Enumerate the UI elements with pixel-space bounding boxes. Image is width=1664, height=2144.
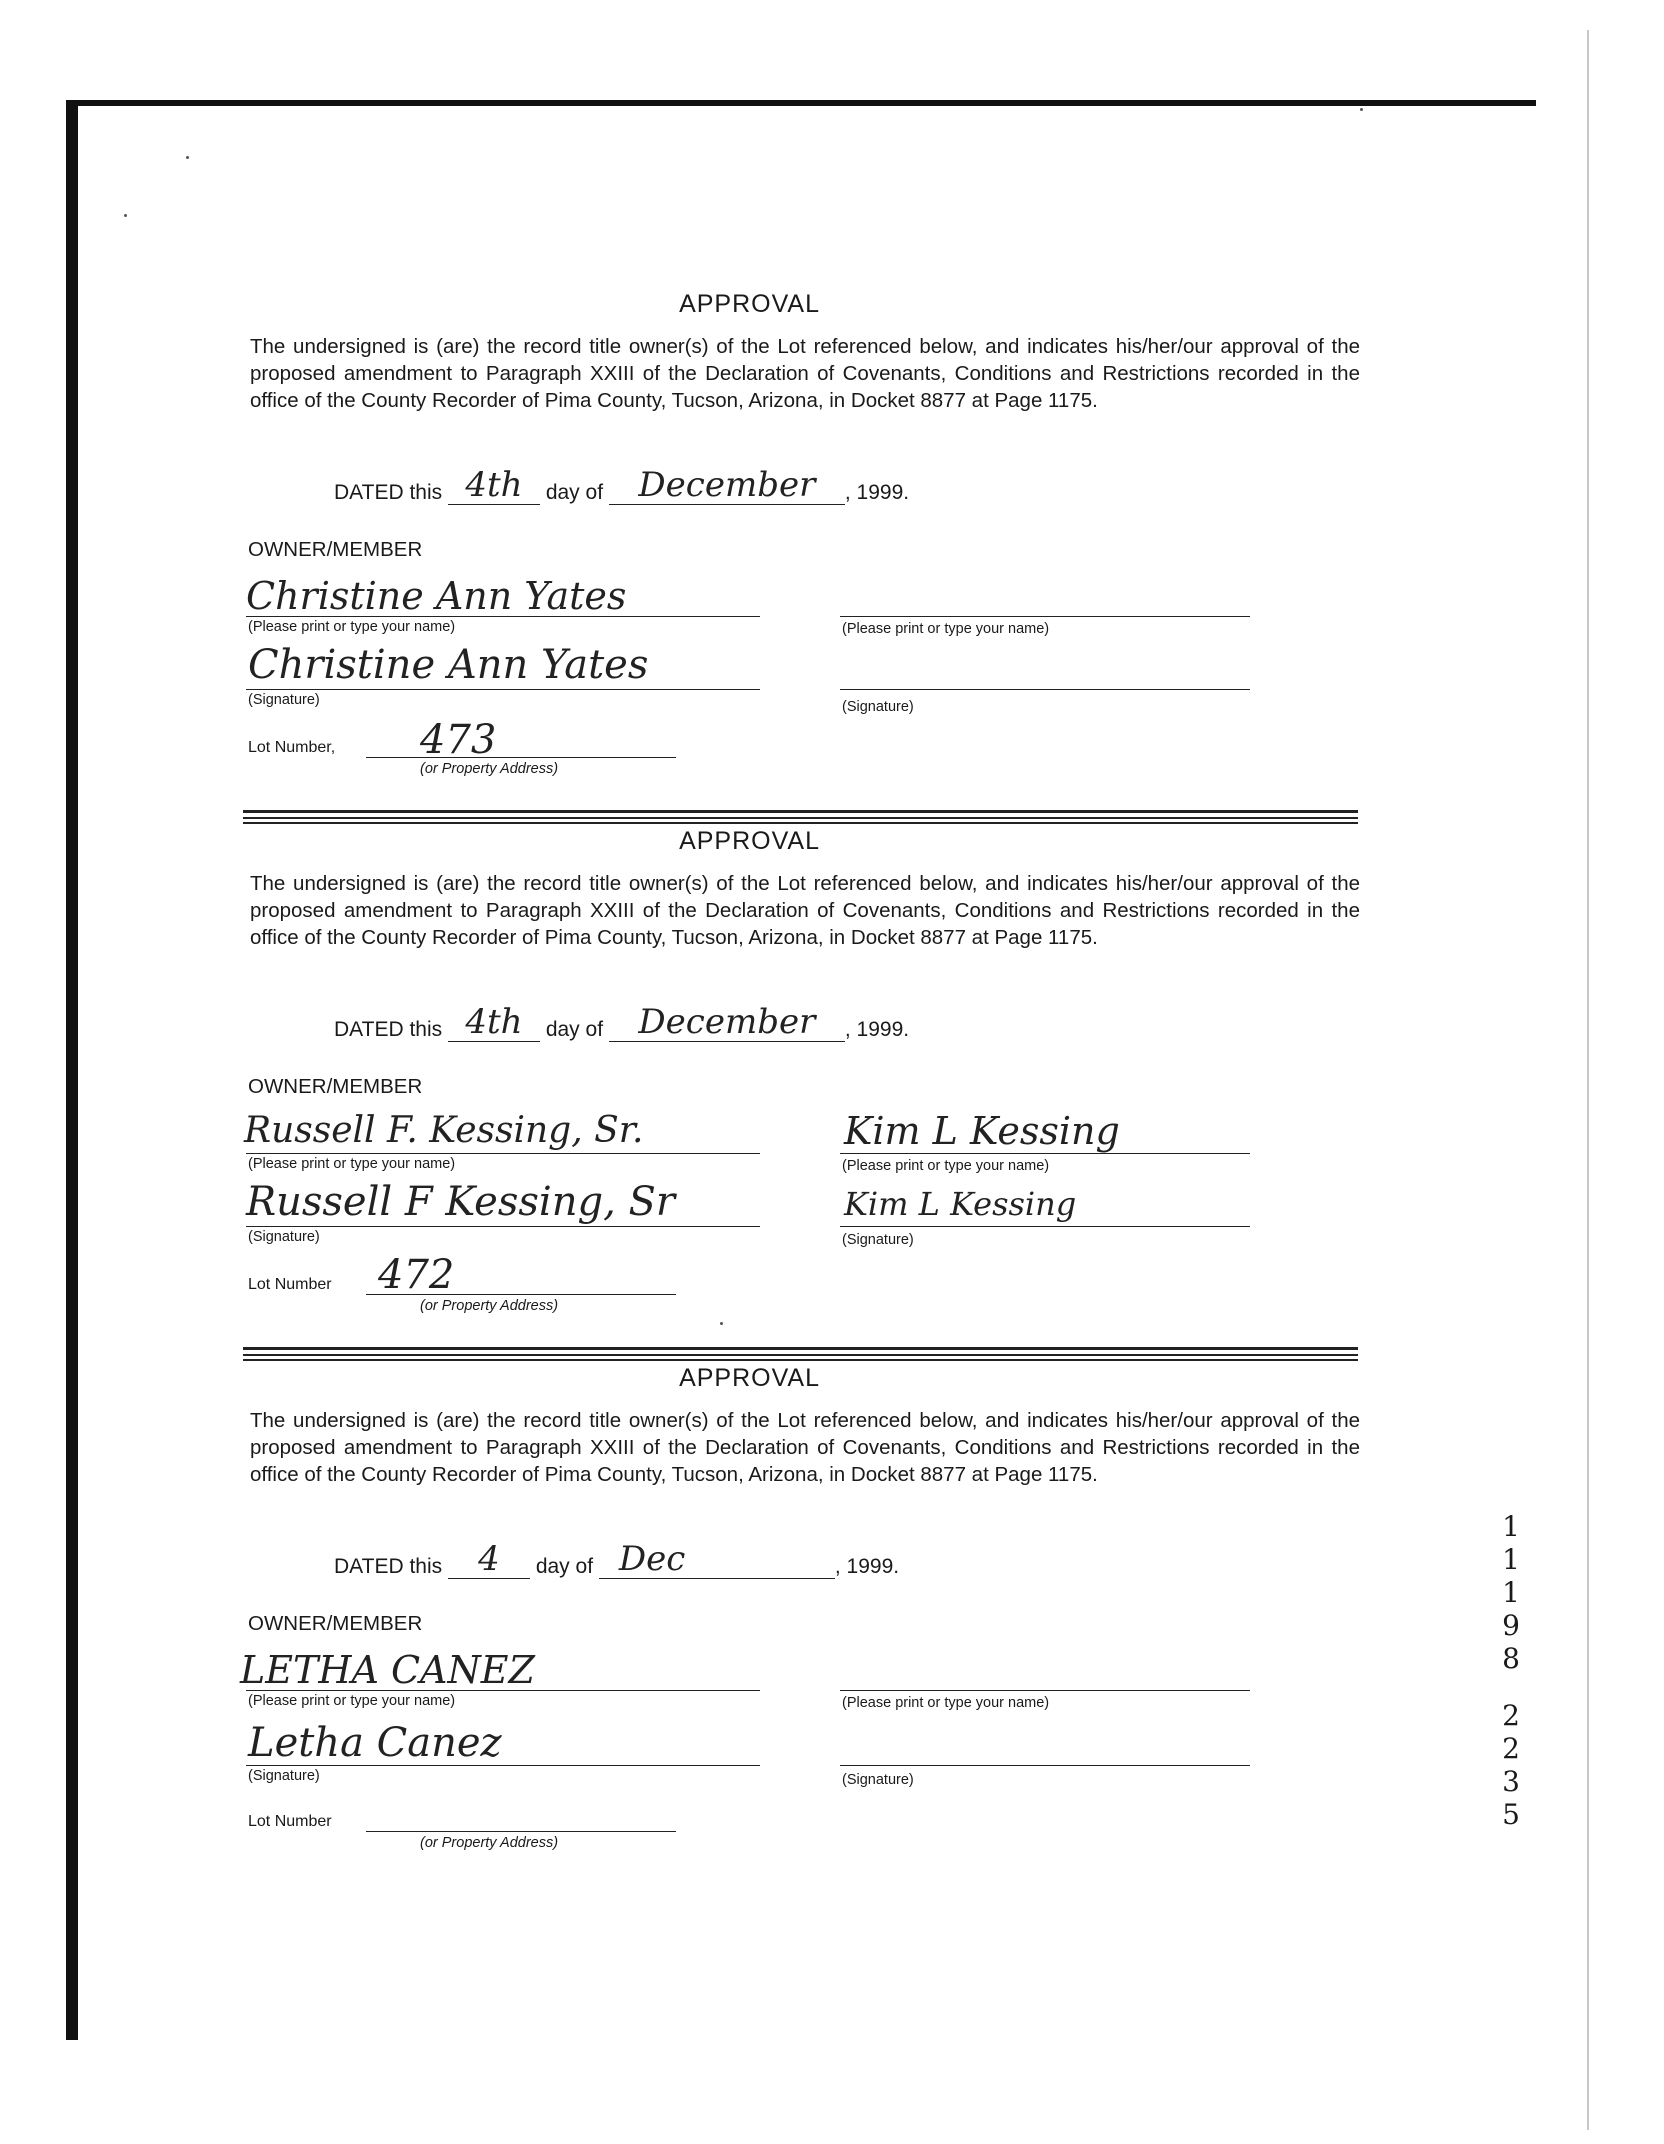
dated-row [334, 1539, 900, 1579]
address-caption: (or Property Address) [420, 1835, 559, 1851]
name-line-1[interactable] [246, 1690, 760, 1691]
day-value: 4th [465, 1002, 523, 1042]
address-caption: (or Property Address) [420, 1298, 559, 1314]
approval-section-2 [240, 827, 1370, 1347]
lot-number-line[interactable] [366, 1294, 676, 1295]
signature-line-2[interactable] [840, 689, 1250, 690]
signature-caption-1: (Signature) [248, 1229, 320, 1245]
day-value: 4 [478, 1539, 500, 1579]
year-label: , 1999. [834, 1555, 900, 1578]
stamp-digit: 3 [1502, 1765, 1520, 1798]
lot-number-line[interactable] [366, 757, 676, 758]
approval-section-3 [240, 1364, 1370, 1884]
signature-line-2[interactable] [840, 1226, 1250, 1227]
approval-section-1 [240, 290, 1370, 810]
owner-signature-1: Letha Canez [248, 1720, 502, 1766]
dated-row [334, 465, 910, 505]
print-caption-2: (Please print or type your name) [842, 1158, 1050, 1174]
owner-signature-1: Christine Ann Yates [248, 642, 649, 688]
signature-caption-1: (Signature) [248, 692, 320, 708]
dated-prefix: DATED this [334, 481, 443, 504]
name-line-1[interactable] [246, 1153, 760, 1154]
dated-prefix: DATED this [334, 1555, 443, 1578]
approval-statement: The undersigned is (are) the record title owner(s) of the Lot referenced below, and indicates his/her/our approval of the proposed amendment to Paragraph XXIII of the Declaration of Covenants, Conditions and Restrictions recorded in the office of the County Recorder of Pima County, Tucson, Arizona, in Docket 8877 at Page 1175. [250, 335, 1360, 412]
lot-number-line[interactable] [366, 1831, 676, 1832]
scan-speck [186, 156, 189, 159]
lot-number-label: Lot Number [248, 1276, 332, 1293]
month-value: December [638, 465, 816, 505]
day-field[interactable] [448, 465, 540, 505]
month-field[interactable] [599, 1539, 835, 1579]
owner-member-label: OWNER/MEMBER [248, 1075, 423, 1098]
month-field[interactable] [609, 1002, 845, 1042]
print-caption-1: (Please print or type your name) [248, 1156, 456, 1172]
year-label: , 1999. [844, 481, 910, 504]
owner-signature-1: Russell F Kessing, Sr [246, 1179, 676, 1225]
signature-caption-2: (Signature) [842, 1232, 914, 1248]
print-caption-1: (Please print or type your name) [248, 1693, 456, 1709]
approval-statement: The undersigned is (are) the record title owner(s) of the Lot referenced below, and indicates his/her/our approval of the proposed amendment to Paragraph XXIII of the Declaration of Covenants, Conditions and Restrictions recorded in the office of the County Recorder of Pima County, Tucson, Arizona, in Docket 8877 at Page 1175. [250, 1409, 1360, 1486]
scan-speck [124, 214, 127, 217]
year-label: , 1999. [844, 1018, 910, 1041]
day-field[interactable] [448, 1002, 540, 1042]
lot-number-label: Lot Number, [248, 739, 336, 756]
print-caption-2: (Please print or type your name) [842, 1695, 1050, 1711]
signature-line-1[interactable] [246, 1765, 760, 1766]
signature-line-1[interactable] [246, 689, 760, 690]
owner-name-2: Kim L Kessing [844, 1109, 1120, 1153]
stamp-digit: 9 [1502, 1609, 1520, 1642]
stamp-digit: 2 [1502, 1732, 1520, 1765]
stamp-digit: 1 [1502, 1543, 1520, 1576]
section-divider [243, 810, 1358, 824]
dated-prefix: DATED this [334, 1018, 443, 1041]
owner-member-label: OWNER/MEMBER [248, 538, 423, 561]
signature-caption-2: (Signature) [842, 699, 914, 715]
stamp-digit: 5 [1502, 1798, 1520, 1831]
scan-edge [1587, 30, 1589, 2130]
section-title: APPROVAL [679, 1364, 820, 1392]
month-field[interactable] [609, 465, 845, 505]
stamp-digit: 8 [1502, 1642, 1520, 1675]
signature-caption-2: (Signature) [842, 1772, 914, 1788]
signature-line-2[interactable] [840, 1765, 1250, 1766]
stamp-digit: 1 [1502, 1576, 1520, 1609]
name-line-1[interactable] [246, 616, 760, 617]
lot-number-value: 472 [378, 1252, 455, 1298]
section-title: APPROVAL [679, 827, 820, 855]
day-of-label: day of [535, 1555, 594, 1578]
docket-stamp [1493, 1510, 1529, 1831]
print-caption-2: (Please print or type your name) [842, 621, 1050, 637]
address-caption: (or Property Address) [420, 761, 559, 777]
owner-name-1: Christine Ann Yates [246, 574, 627, 618]
page-border-left [66, 100, 78, 2040]
page-border-top [66, 100, 1536, 106]
owner-name-1: LETHA CANEZ [240, 1648, 535, 1692]
name-line-2[interactable] [840, 1153, 1250, 1154]
name-line-2[interactable] [840, 1690, 1250, 1691]
signature-caption-1: (Signature) [248, 1768, 320, 1784]
day-value: 4th [465, 465, 523, 505]
lot-number-label: Lot Number [248, 1813, 332, 1830]
signature-line-1[interactable] [246, 1226, 760, 1227]
section-divider [243, 1347, 1358, 1361]
stamp-digit: 2 [1502, 1699, 1520, 1732]
dated-row [334, 1002, 910, 1042]
day-of-label: day of [545, 481, 604, 504]
owner-signature-2: Kim L Kessing [844, 1185, 1077, 1223]
print-caption-1: (Please print or type your name) [248, 619, 456, 635]
stamp-digit: 1 [1502, 1510, 1520, 1543]
section-title: APPROVAL [679, 290, 820, 318]
owner-member-label: OWNER/MEMBER [248, 1612, 423, 1635]
day-field[interactable] [448, 1539, 530, 1579]
owner-name-1: Russell F. Kessing, Sr. [244, 1110, 644, 1151]
name-line-2[interactable] [840, 616, 1250, 617]
approval-statement: The undersigned is (are) the record title owner(s) of the Lot referenced below, and indicates his/her/our approval of the proposed amendment to Paragraph XXIII of the Declaration of Covenants, Conditions and Restrictions recorded in the office of the County Recorder of Pima County, Tucson, Arizona, in Docket 8877 at Page 1175. [250, 872, 1360, 949]
lot-number-value: 473 [420, 717, 497, 763]
day-of-label: day of [545, 1018, 604, 1041]
month-value: December [638, 1002, 816, 1042]
scan-speck [1360, 108, 1363, 111]
month-value: Dec [618, 1539, 686, 1579]
